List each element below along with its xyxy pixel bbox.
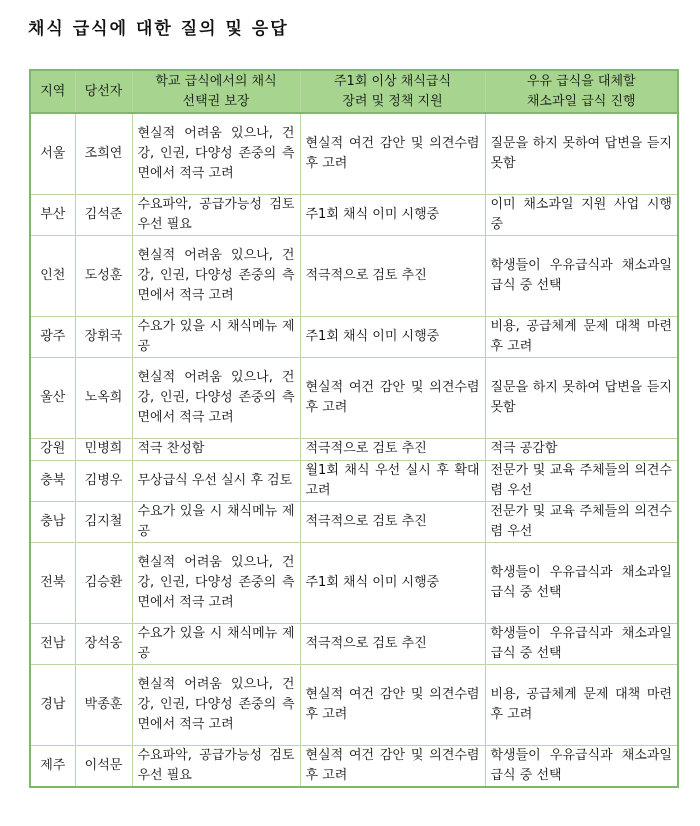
cell-region: 충북 [30, 460, 75, 501]
header-line: 우유 급식을 대체할 [526, 73, 636, 89]
cell-q1: 현실적 어려움 있으나, 건강, 인권, 다양성 존중의 측면에서 적극 고려 [132, 357, 300, 438]
cell-q2: 주1회 채식 이미 시행중 [300, 316, 485, 357]
cell-elected: 김석준 [75, 194, 132, 235]
cell-elected: 김지철 [75, 501, 132, 542]
table-row [30, 357, 678, 438]
cell-elected: 노옥희 [75, 357, 132, 438]
cell-region: 부산 [30, 194, 75, 235]
cell-q3: 학생들이 우유급식과 채소과일 급식 중 선택 [485, 235, 678, 316]
cell-region: 충남 [30, 501, 75, 542]
cell-q1: 수요가 있을 시 채식메뉴 제공 [132, 316, 300, 357]
table-row [30, 438, 678, 460]
cell-region: 제주 [30, 745, 75, 787]
cell-region: 인천 [30, 235, 75, 316]
table-row [30, 194, 678, 235]
cell-q1: 수요파악, 공급가능성 검토 우선 필요 [132, 194, 300, 235]
cell-elected: 조희연 [75, 113, 132, 194]
cell-q2: 적극적으로 검토 추진 [300, 438, 485, 460]
document-title: 채식 급식에 대한 질의 및 응답 [28, 19, 289, 39]
cell-region: 울산 [30, 357, 75, 438]
cell-q3: 적극 공감함 [485, 438, 678, 460]
table-row [30, 501, 678, 542]
cell-q3: 학생들이 우유급식과 채소과일 급식 중 선택 [485, 623, 678, 664]
cell-elected: 민병희 [75, 438, 132, 460]
cell-elected: 이석문 [75, 745, 132, 787]
cell-region: 서울 [30, 113, 75, 194]
cell-elected: 김병우 [75, 460, 132, 501]
cell-region: 전북 [30, 542, 75, 623]
table-row [30, 542, 678, 623]
cell-q2: 적극적으로 검토 추진 [300, 623, 485, 664]
header-elected: 당선자 [75, 70, 132, 113]
cell-q2: 월1회 채식 우선 실시 후 확대 고려 [300, 460, 485, 501]
table-row [30, 664, 678, 745]
cell-q3: 전문가 및 교육 주체들의 의견수렴 우선 [485, 501, 678, 542]
cell-q2: 적극적으로 검토 추진 [300, 501, 485, 542]
header-line: 장려 및 정책 지원 [342, 93, 443, 109]
cell-q1: 적극 찬성함 [132, 438, 300, 460]
table-row [30, 623, 678, 664]
table-row [30, 460, 678, 501]
header-region: 지역 [30, 70, 75, 113]
header-line: 주1회 이상 채식급식 [334, 73, 451, 89]
survey-table [29, 69, 679, 788]
header-q3 [485, 70, 678, 113]
cell-q1: 무상급식 우선 실시 후 검토 [132, 460, 300, 501]
cell-q3: 질문을 하지 못하여 답변을 듣지 못함 [485, 357, 678, 438]
header-q2 [300, 70, 485, 113]
table-header-row [30, 70, 678, 113]
cell-q2: 현실적 여건 감안 및 의견수렴 후 고려 [300, 664, 485, 745]
cell-q3: 학생들이 우유급식과 채소과일 급식 중 선택 [485, 542, 678, 623]
cell-q1: 현실적 어려움 있으나, 건강, 인권, 다양성 존중의 측면에서 적극 고려 [132, 542, 300, 623]
cell-q3: 질문을 하지 못하여 답변을 듣지 못함 [485, 113, 678, 194]
cell-elected: 김승환 [75, 542, 132, 623]
header-line: 채소과일 급식 진행 [526, 93, 636, 109]
cell-q2: 현실적 여건 감안 및 의견수렴 후 고려 [300, 357, 485, 438]
cell-q3: 이미 채소과일 지원 사업 시행 중 [485, 194, 678, 235]
cell-region: 전남 [30, 623, 75, 664]
cell-elected: 장석웅 [75, 623, 132, 664]
cell-elected: 박종훈 [75, 664, 132, 745]
cell-q2: 주1회 채식 이미 시행중 [300, 542, 485, 623]
cell-q2: 현실적 여건 감안 및 의견수렴 후 고려 [300, 745, 485, 787]
cell-q3: 학생들이 우유급식과 채소과일 급식 중 선택 [485, 745, 678, 787]
cell-q1: 현실적 어려움 있으나, 건강, 인권, 다양성 존중의 측면에서 적극 고려 [132, 664, 300, 745]
cell-q1: 수요가 있을 시 채식메뉴 제공 [132, 501, 300, 542]
table-row [30, 235, 678, 316]
table-row [30, 316, 678, 357]
header-line: 학교 급식에서의 채식 [155, 73, 277, 89]
header-line: 선택권 보장 [182, 93, 250, 109]
cell-q3: 비용, 공급체계 문제 대책 마련 후 고려 [485, 664, 678, 745]
cell-q2: 현실적 여건 감안 및 의견수렴 후 고려 [300, 113, 485, 194]
cell-region: 강원 [30, 438, 75, 460]
cell-region: 경남 [30, 664, 75, 745]
cell-q3: 비용, 공급체계 문제 대책 마련 후 고려 [485, 316, 678, 357]
cell-elected: 도성훈 [75, 235, 132, 316]
cell-elected: 장휘국 [75, 316, 132, 357]
cell-q2: 주1회 채식 이미 시행중 [300, 194, 485, 235]
header-q1 [132, 70, 300, 113]
cell-q1: 수요파악, 공급가능성 검토 우선 필요 [132, 745, 300, 787]
cell-q1: 수요가 있을 시 채식메뉴 제공 [132, 623, 300, 664]
table-row [30, 745, 678, 787]
cell-region: 광주 [30, 316, 75, 357]
cell-q2: 적극적으로 검토 추진 [300, 235, 485, 316]
table-row [30, 113, 678, 194]
cell-q1: 현실적 어려움 있으나, 건강, 인권, 다양성 존중의 측면에서 적극 고려 [132, 113, 300, 194]
cell-q1: 현실적 어려움 있으나, 건강, 인권, 다양성 존중의 측면에서 적극 고려 [132, 235, 300, 316]
cell-q3: 전문가 및 교육 주체들의 의견수렴 우선 [485, 460, 678, 501]
